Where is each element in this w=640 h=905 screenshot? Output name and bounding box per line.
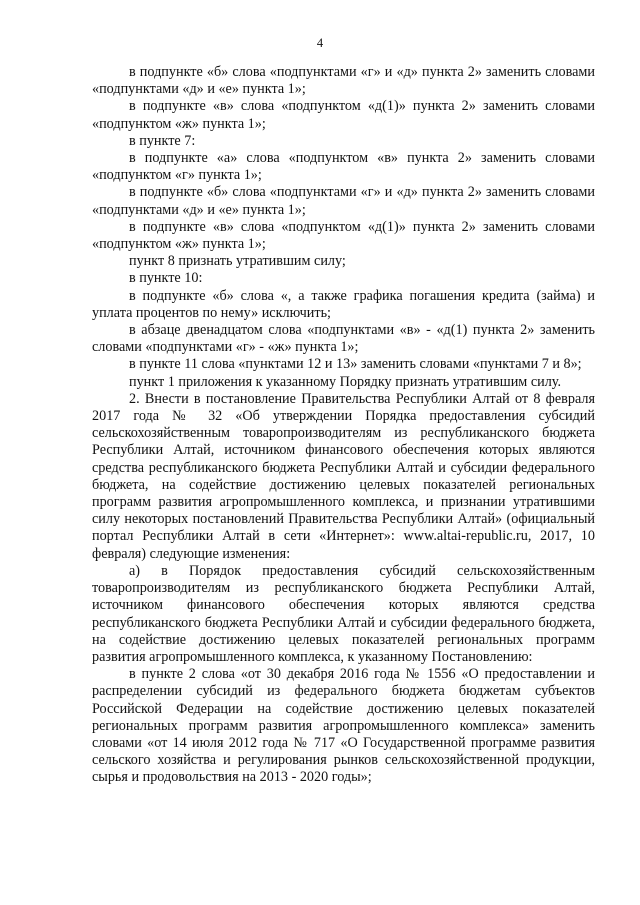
paragraph: в пункте 10: <box>129 270 203 287</box>
paragraph: 2. Внести в постановление Правительства Республики Алтай от 8 февраля 2017 года № 32 «Об утверждении Порядка предоставления субсидий сельскохозяйственным товаропроизводителям из республиканского бюджета Республики Алтай, источником финансового обеспечения которых являются средства республиканского бюджета Республики Алтай и субсидии федерального бюджета, на содействие достижению целевых показателей региональных программ развития агропромышленного комплекса, и признании утратившими силу некоторых постановлений Правительства Республики Алтай» (официальный портал Республики Алтай в сети «Интернет»: www.altai-republic.ru, 2017, 10 февраля) следующие изменения: <box>92 390 595 562</box>
paragraph: в подпункте «в» слова «подпунктом «д(1)» пункта 2» заменить словами «подпунктом «ж» пункта 1»; <box>92 218 595 253</box>
paragraph: в подпункте «б» слова «подпунктами «г» и «д» пункта 2» заменить словами «подпунктами «д» и «е» пункта 1»; <box>92 64 595 98</box>
paragraph: в абзаце двенадцатом слова «подпунктами «в» - «д(1) пункта 2» заменить словами «подпунктами «г» - «ж» пункта 1»; <box>92 322 595 356</box>
page-number: 4 <box>316 36 324 50</box>
paragraph: в пункте 2 слова «от 30 декабря 2016 года № 1556 «О предоставлении и распределении субсидий из федерального бюджета бюджетам субъектов Российской Федерации на содействие достижению целевых показателей региональных программ развития агропромышленного комплекса» заменить словами «от 14 июля 2012 года № 717 «О Государственной программе развития сельского хозяйства и регулирования рынков сельскохозяйственной продукции, сырья и продовольствия на 2013 - 2020 годы»; <box>92 666 595 786</box>
paragraph: в подпункте «б» слова «, а также графика погашения кредита (займа) и уплата процентов по нему» исключить; <box>92 287 595 321</box>
paragraph: в подпункте «в» слова «подпунктом «д(1)» пункта 2» заменить словами «подпунктом «ж» пункта 1»; <box>92 98 595 132</box>
paragraph: пункт 1 приложения к указанному Порядку признать утратившим силу. <box>129 373 562 390</box>
paragraph: в подпункте «а» слова «подпунктом «в» пункта 2» заменить словами «подпунктом «г» пункта 1»; <box>92 150 595 184</box>
document-body <box>92 64 595 787</box>
paragraph: в пункте 7: <box>129 132 196 149</box>
paragraph: в пункте 11 слова «пунктами 12 и 13» заменить словами «пунктами 7 и 8»; <box>129 356 582 373</box>
paragraph: а) в Порядок предоставления субсидий сельскохозяйственным товаропроизводителям из республиканского бюджета Республики Алтай, источником финансового обеспечения которых являются средства республиканского бюджета Республики Алтай и субсидии федерального бюджета, на содействие достижению целевых показателей региональных программ развития агропромышленного комплекса, к указанному Постановлению: <box>92 562 595 665</box>
paragraph: в подпункте «б» слова «подпунктами «г» и «д» пункта 2» заменить словами «подпунктами «д» и «е» пункта 1»; <box>92 184 595 218</box>
paragraph: пункт 8 признать утратившим силу; <box>129 253 346 270</box>
